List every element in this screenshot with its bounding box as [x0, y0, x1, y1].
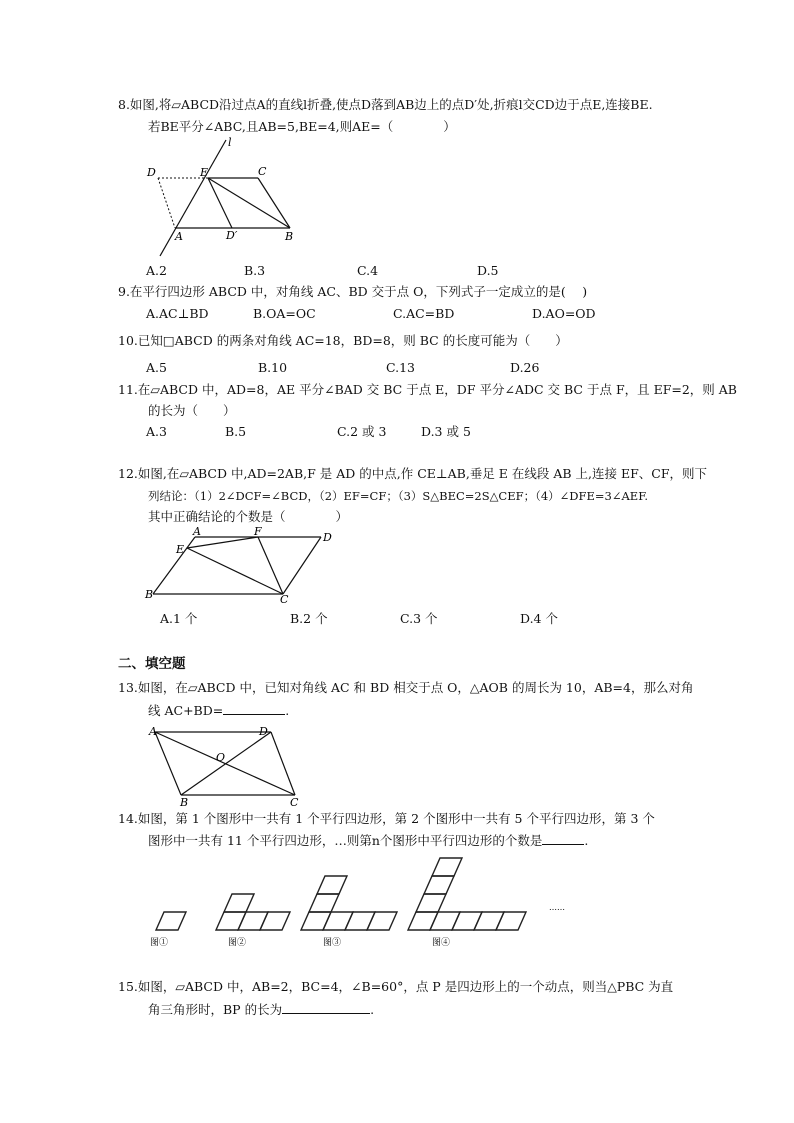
q12-label-E: E: [176, 543, 185, 556]
q8-label-C: C: [258, 165, 267, 178]
q8-option-d: D.5: [477, 263, 499, 278]
q8-option-a: A.2: [146, 263, 167, 278]
q13-answer-blank[interactable]: [223, 702, 285, 715]
q13-label-A: A: [149, 725, 157, 738]
q11-text-line2: 的长为（ ）: [148, 403, 236, 418]
q8-text-line2: 若BE平分∠ABC,且AB=5,BE=4,则AE=（ ）: [148, 119, 456, 134]
q11-text-line1: 11.在▱ABCD 中，AD=8，AE 平分∠BAD 交 BC 于点 E，DF 平分∠ADC 交 BC 于点 F，且 EF=2，则 AB: [118, 382, 737, 397]
q13-text-line2: [148, 702, 289, 719]
q14-ellipsis: ……: [549, 903, 565, 912]
q14-figure: [146, 855, 576, 950]
q12-option-b: B.2 个: [290, 611, 328, 626]
q14-text-line2: [148, 832, 588, 849]
q11-option-b: B.5: [225, 424, 247, 439]
q9-option-b: B.OA=OC: [253, 306, 316, 321]
q14-fig1-label: 图①: [150, 938, 169, 948]
q12-label-A: A: [193, 525, 201, 538]
q11-option-c: C.2 或 3: [337, 424, 387, 439]
q13-label-C: C: [290, 796, 299, 809]
q13-text-line2-suffix: .: [285, 703, 290, 718]
q8-label-B: B: [285, 230, 294, 243]
q13-text-line2-prefix: 线 AC+BD=: [148, 703, 224, 718]
q13-label-O: O: [216, 751, 226, 764]
q10-option-d: D.26: [510, 360, 540, 375]
q9-option-d: D.AO=OD: [532, 306, 596, 321]
q15-text-line1: 15.如图，▱ABCD 中，AB=2，BC=4，∠B=60°，点 P 是四边形上的一个动点，则当△PBC 为直: [118, 979, 674, 994]
q14-text-line2-suffix: .: [584, 833, 589, 848]
q13-label-B: B: [180, 796, 189, 809]
q15-text-line2: [148, 1001, 374, 1018]
q12-option-a: A.1 个: [160, 611, 198, 626]
q15-text-line2-prefix: 角三角形时，BP 的长为: [148, 1002, 283, 1017]
q9-text-line1: 9.在平行四边形 ABCD 中，对角线 AC、BD 交于点 O，下列式子一定成立的是( ): [118, 284, 588, 299]
q10-option-c: C.13: [386, 360, 415, 375]
q12-label-D: D: [323, 531, 332, 544]
section-fill-in-title: 二、填空题: [118, 656, 186, 672]
q14-fig2-label: 图②: [228, 938, 247, 948]
q12-label-C: C: [280, 593, 289, 606]
q9-option-a: A.AC⊥BD: [146, 306, 209, 321]
q12-text-line3: 其中正确结论的个数是（ ）: [148, 509, 349, 524]
q14-text-line2-prefix: 图形中一共有 11 个平行四边形，…则第n个图形中平行四边形的个数是: [148, 833, 543, 848]
q12-label-F: F: [254, 525, 262, 538]
q12-figure: [143, 525, 343, 606]
q8-label-Dprime: D′: [226, 229, 238, 242]
q12-option-c: C.3 个: [400, 611, 438, 626]
q11-option-a: A.3: [146, 424, 167, 439]
q8-option-c: C.4: [357, 263, 379, 278]
q14-text-line1: 14.如图，第 1 个图形中一共有 1 个平行四边形，第 2 个图形中一共有 5 个平行四边形，第 3 个: [118, 811, 655, 826]
q14-fig4-label: 图④: [432, 938, 451, 948]
q15-text-line2-suffix: .: [370, 1002, 375, 1017]
q8-label-l: l: [228, 136, 232, 149]
q8-label-A: A: [175, 230, 183, 243]
q13-text-line1: 13.如图，在▱ABCD 中，已知对角线 AC 和 BD 相交于点 O，△AOB 的周长为 10，AB=4，那么对角: [118, 680, 694, 695]
q14-fig3-label: 图③: [323, 938, 342, 948]
q12-text-line1: 12.如图,在▱ABCD 中,AD=2AB,F 是 AD 的中点,作 CE⊥AB,垂足 E 在线段 AB 上,连接 EF、CF，则下: [118, 466, 708, 481]
q10-option-b: B.10: [258, 360, 288, 375]
q8-figure: [140, 138, 310, 260]
q10-option-a: A.5: [146, 360, 167, 375]
q10-text-line1: 10.已知□ABCD 的两条对角线 AC=18，BD=8，则 BC 的长度可能为（ ）: [118, 333, 568, 348]
q12-label-B: B: [145, 588, 154, 601]
q8-label-D: D: [147, 166, 156, 179]
q12-text-line2: 列结论：（1）2∠DCF=∠BCD，（2）EF=CF；（3）S△BEC=2S△CEF；（4）∠DFE=3∠AEF.: [148, 489, 649, 503]
q11-option-d: D.3 或 5: [421, 424, 471, 439]
q15-answer-blank[interactable]: [282, 1001, 370, 1014]
q12-option-d: D.4 个: [520, 611, 558, 626]
q13-figure: [143, 722, 313, 809]
q8-label-E: E: [200, 166, 209, 179]
q9-option-c: C.AC=BD: [393, 306, 455, 321]
q14-answer-blank[interactable]: [542, 832, 584, 845]
q13-label-D: D: [259, 725, 268, 738]
q8-text-line1: 8.如图,将▱ABCD沿过点A的直线l折叠,使点D落到AB边上的点D′处,折痕l交CD边于点E,连接BE.: [118, 97, 653, 112]
q8-option-b: B.3: [244, 263, 266, 278]
